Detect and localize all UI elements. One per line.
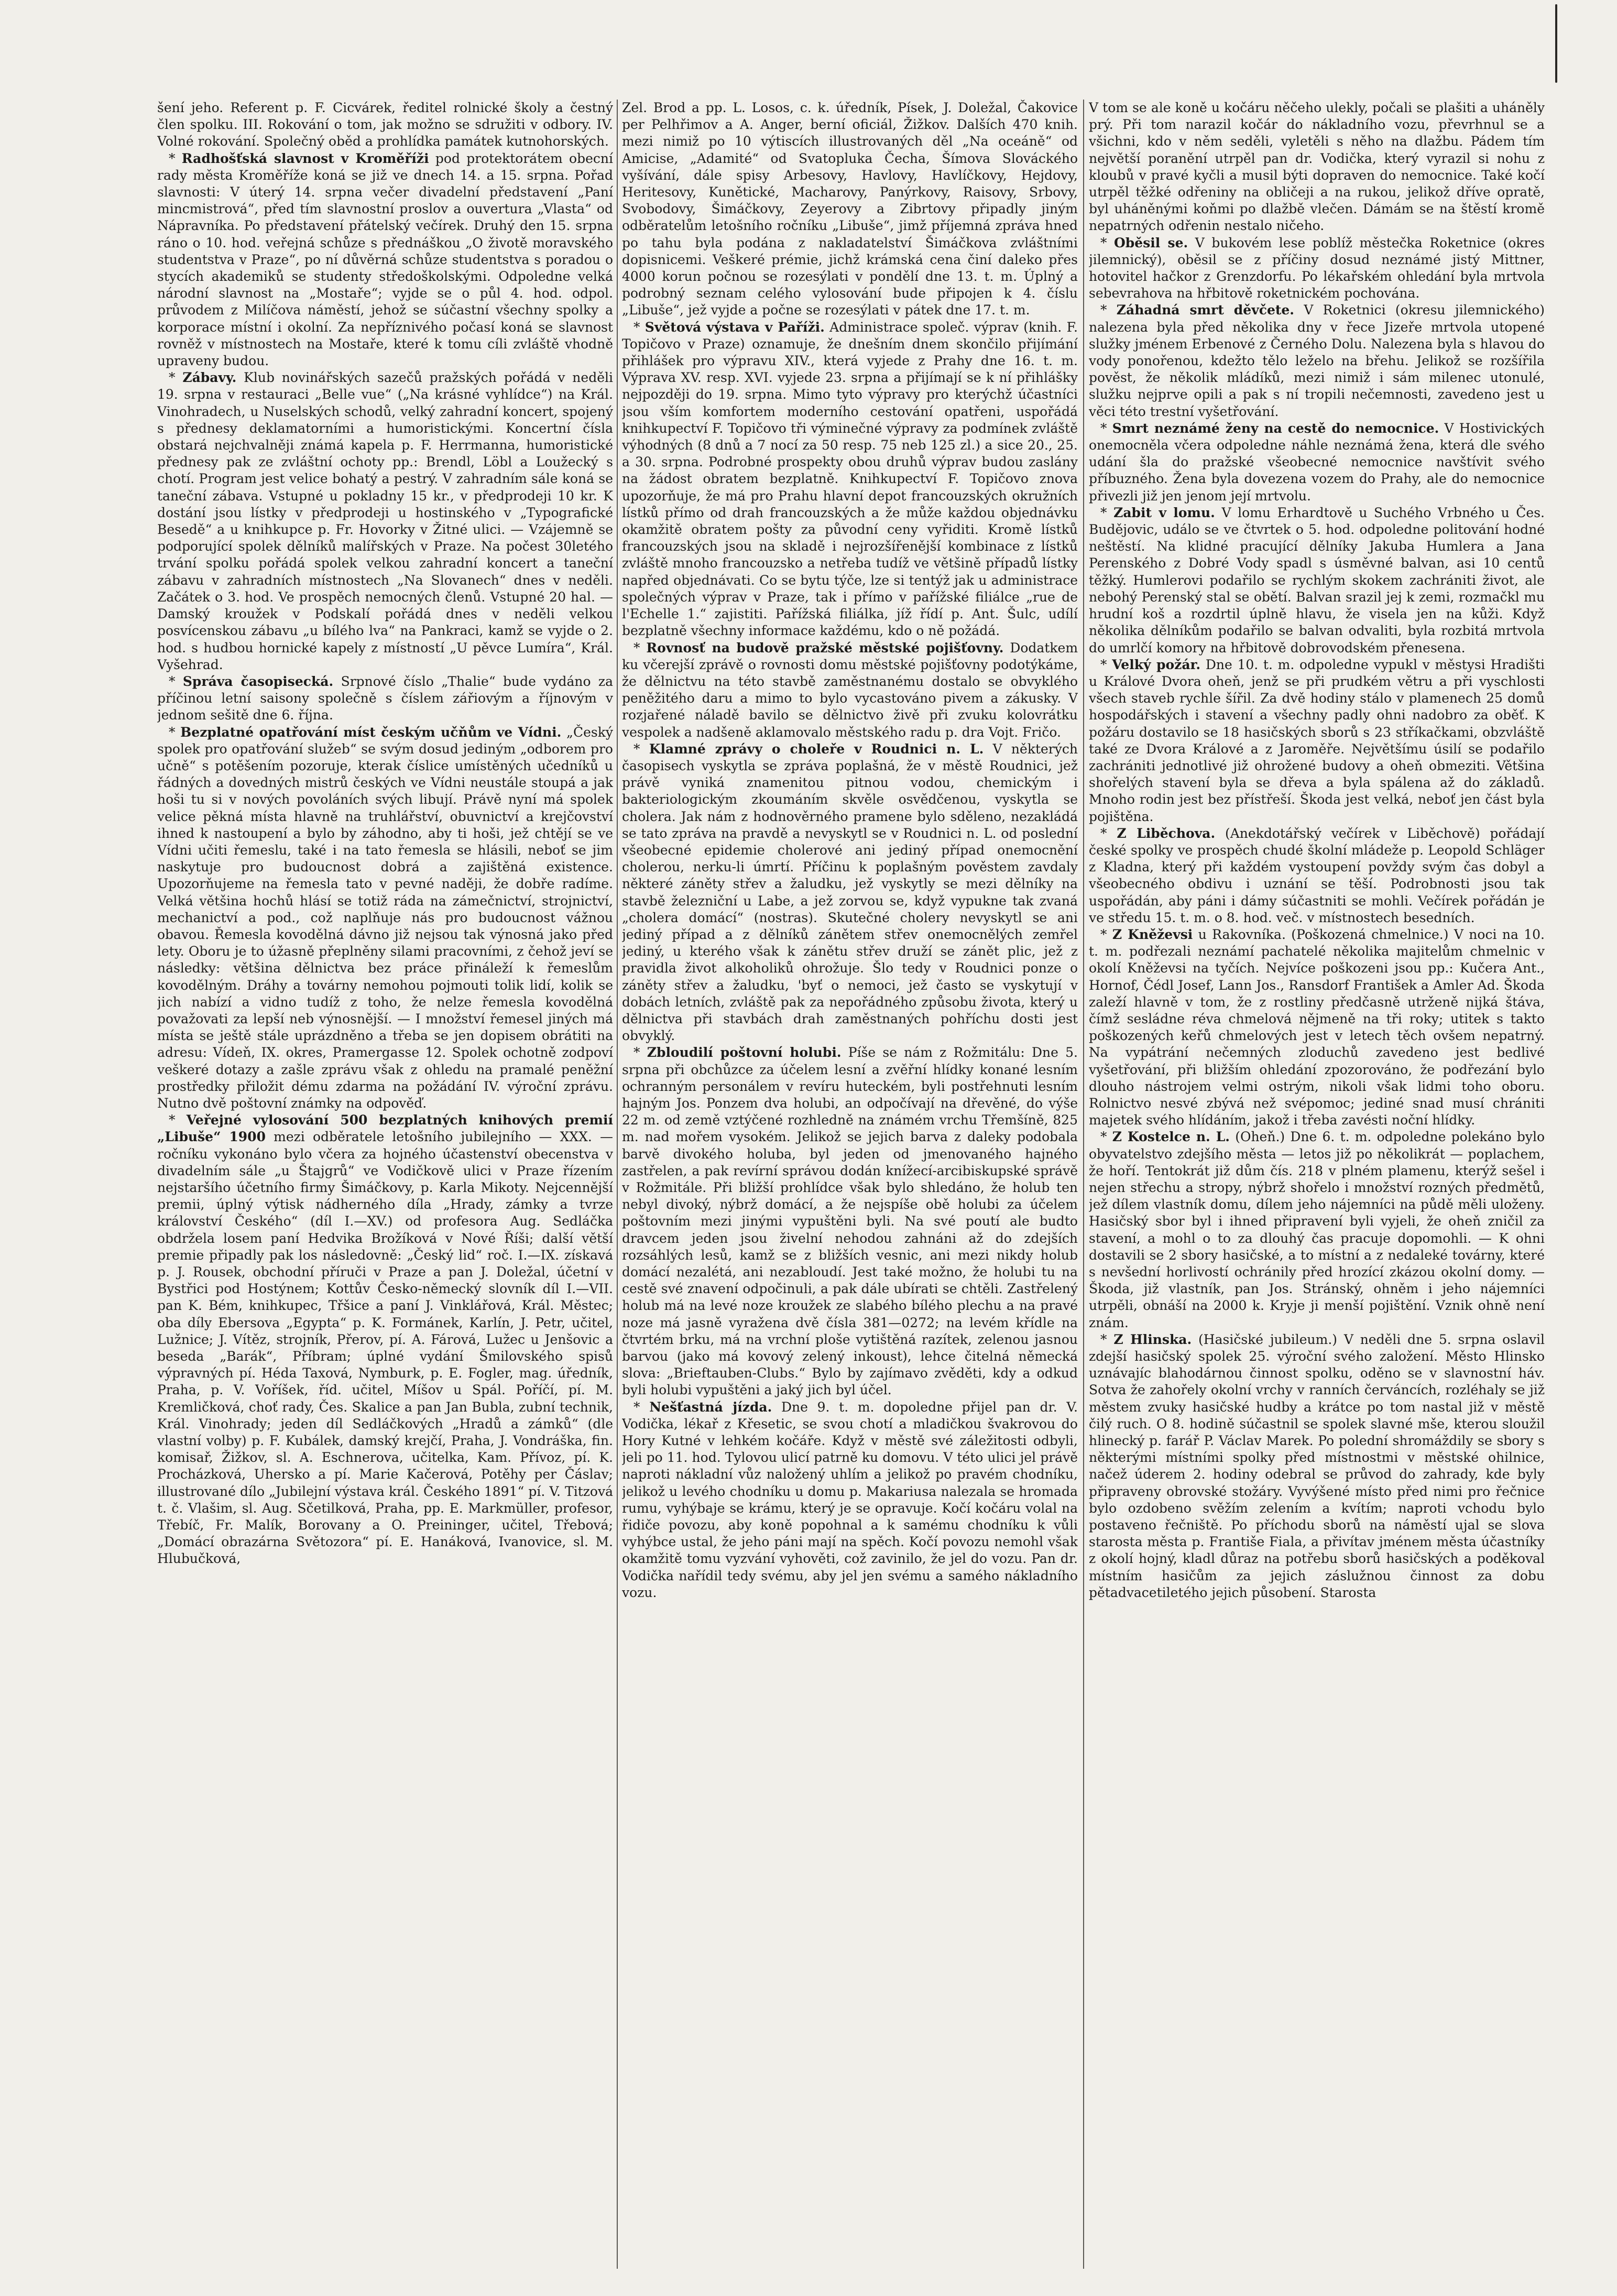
article-text: šení jeho. Referent p. F. Cicvárek, ředitel rolnické školy a čestný člen spolku. III. Rokování o tom, jak možno se sdružiti v odbory. IV. Volné rokování. Společný oběd a prohlídka památek kutnohorských. xyxy=(157,100,613,149)
article-paragraph xyxy=(157,369,613,673)
article-text: Srpnové číslo „Thalie“ bude vydáno za příčinou letní saisony společně s číslem zářiovým a říjnovým v jednom sešitě dne 6. října. xyxy=(157,673,613,723)
article-marker: * xyxy=(1100,420,1112,436)
article-headline: Zbloudilí poštovní holubi. xyxy=(647,1045,842,1060)
article-headline: Zabit v lomu. xyxy=(1113,505,1215,520)
article-marker: * xyxy=(1100,302,1117,318)
article-text: (Oheň.) Dne 6. t. m. odpoledne polekáno bylo obyvatelstvo zdejšího města — letos již po několikrát — poplachem, že hoří. Tentokrát již dům čís. 218 v plném plamenu, kterýž sešel i nejen střechu a stropy, nýbrž shořelo i množství rozných předmětů, jež dílem vlastník domu, dílem jeho nájemníci na půdě měli uloženy. Hasičský sbor byl i ihned připravení byli vyjeli, že oheň zničil za stavení, a mohl o to za dlouhý čas pracuje dopomohli. — K ohni dostavili se 2 sbory hasičské, a to místní a z nedaleké továrny, které s nevšední horlivostí ochránily před hrozící zkázou okolní domy. — Škoda, již vlastník, pan Jos. Stránský, ohněm i jeho nájemníci utrpěli, obnáší na 2000 k. Kryje ji menší pojištění. Vznik ohně není znám. xyxy=(1089,1129,1545,1330)
article-text: Klub novinářských sazečů pražských pořádá v neděli 19. srpna v restauraci „Belle vue“ („Na krásné vyhlídce“) na Král. Vinohradech, u Nuselských schodů, velký zahradní koncert, spojený s přednesy deklamatorními a humoristickými. Koncertní čísla obstará nejchvalněji známá kapela p. F. Herrmanna, humoristické přednesy pak ze zvláštní ochoty pp.: Brendl, Löbl a Loužecký s chotí. Program jest velice bohatý a pestrý. V zahradním sále koná se taneční zábava. Vstupné u pokladny 15 kr., v předprodeji 10 kr. K dostání jsou lístky v předprodeji u hostinského v „Typografické Besedě“ a u knihkupce p. Fr. Hovorky v Žitné ulici. — Vzájemně se podporující spolek dělníků malířských v Praze. Na počest 30letého trvání spolku pořádá spolek velkou zahradní koncert a taneční zábavu v zahradních místnostech „Na Slovanech“ dnes v neděli. Začátek o 3. hod. Ve prospěch nemocných členů. Vstupné 20 hal. — Damský kroužek v Podskalí pořádá dnes v neděli velkou posvícenskou zábavu „u bílého lva“ na Pankraci, kamž se vyjde o 2. hod. s hudbou hornické kapely z místností „U pěvce Lumíra“, Král. Vyšehrad. xyxy=(157,370,613,672)
column-3 xyxy=(1089,100,1545,2269)
article-paragraph xyxy=(1089,505,1545,657)
article-text: Dne 9. t. m. dopoledne přijel pan dr. V. Vodička, lékař z Křesetic, se svou chotí a mladičkou švakrovou do Hory Kutné v lehkém kočáře. Když v městě své záležitosti odbyli, jeli po 11. hod. Tylovou ulicí patrně ku domovu. V této ulici jel právě naproti nákladní vůz naložený uhlím a jelikož po pravém chodníku, jelikož u levého chodníku u domu p. Makariusa nalezala se hromada rumu, vyhýbaje se krámu, který je se opravuje. Kočí kočáru volal na řidiče povozu, aby koně popohnal a k samému chodníku k vůli vyhýbce ustal, že jeho páni mají na spěch. Kočí povozu nemohl však okamžitě tomu vyzvání vyhověti, což zavinilo, že jel do vozu. Pan dr. Vodička nařídil tedy svému, aby jel jen svému a samého nákladního vozu. xyxy=(622,1399,1078,1600)
article-paragraph xyxy=(157,724,613,1112)
article-paragraph xyxy=(157,150,613,370)
article-marker: * xyxy=(1100,926,1112,942)
column-2 xyxy=(622,100,1078,2269)
article-text: (Hasičské jubileum.) V neděli dne 5. srpna oslavil zdejší hasičský spolek 25. výroční svého založení. Město Hlinsko uznávajíc blahodárnou činnost spolku, oděno se v slavnostní háv. Sotva že zahořely okolní vrchy v ranních červáncích, rozléhaly se již městem zvuky hasičské hudby a krátce po tom nastal již v městě čilý ruch. O 8. hodině súčastnil se spolek slavné mše, kterou sloužil hlinecký p. farář P. Václav Marek. Po polední shromáždily se sbory s některými místními spolky před místnostmi v městské ohilnice, načež úderem 2. hodiny odebral se průvod do zahrady, kde byly připraveny obrovské stožáry. Vyvýšené místo před nimi pro řečnice bylo ozdobeno svěžím zelením a kvítím; naproti vchodu bylo postaveno řečniště. Po příchodu sborů na náměstí ujal se slova starosta města p. Františe Fiala, a přivítav jménem města účastníky z okolí hojný, kladl důraz na potřebu sborů hasičských a poděkoval místním hasičům za jejich záslužnou činnost za dobu pětadvacetiletého jejich působení. Starosta xyxy=(1089,1331,1545,1600)
article-marker: * xyxy=(633,741,649,757)
article-headline: Klamné zprávy o choleře v Roudnici n. L. xyxy=(649,741,984,757)
margin-ink-mark xyxy=(1555,4,1557,83)
article-headline: Z Hlinska. xyxy=(1113,1331,1192,1347)
article-text: Zel. Brod a pp. L. Losos, c. k. úředník, Písek, J. Doležal, Čakovice per Pelhřimov a A. Anger, berní oficiál, Žižkov. Dalších 470 knih. mezi nimiž po 10 výtiscích illustrovaných děl „Na oceáně“ od Amicise, „Adamité“ od Svatopluka Čecha, Šímova Slováckého vyšívání, dále spisy Arbesovy, Havlovy, Havlíčkovy, Hejdovy, Heritesovy, Kunětické, Macharovy, Panýrkovy, Raisovy, Srbovy, Svobodovy, Šimáčkovy, Zeyerovy a Zibrtovy připadly jiným odběratelům letošního ročníku „Libuše“, jimž příjemná zpráva hned po tahu byla podána z nakladatelství Šimáčkova zvláštními dopisnicemi. Veškeré prémie, jichž krámská cena činí daleko přes 4000 korun počnou se rozesýlati v pondělí dne 13. t. m. Úplný a podrobný seznam celého vylosování bude připojen k 4. číslu „Libuše“, jež vyjde a počne se rozesýlati v pátek dne 17. t. m. xyxy=(622,100,1078,318)
article-paragraph xyxy=(622,741,1078,1045)
article-headline: Záhadná smrt děvčete. xyxy=(1116,302,1295,318)
article-text: u Rakovníka. (Poškozená chmelnice.) V noci na 10. t. m. podřezali neznámí pachatelé několika majitelům chmelnic v okolí Kněževsi na tyčích. Nejvíce poškozeni jsou pp.: Kučera Ant., Hornof, Čédl Josef, Lann Jos., Ransdorf František a Amler Ad. Škoda zaleží hlavně v tom, že z rostliny předčasně utrženě nijká štáva, čímž sesládne réva chmelová nějmeně na tři roky; utitek s takto poškozených keřů chmelových jest v letech těch ovšem nepatrný. Na vypátrání nečemných zloduchů zavedeno jest bedlivé vyšetřování, při bližším ohledání zpozorováno, že podřezání bylo dlouho nástrojem velmi ostrým, nikoli však lidmi toho oboru. Rolnictvo nesvé zbývá než svépomoc; jediné snad musí chrániti majetek svého hlídáním, jakož i třeba zavésti noční hlídky. xyxy=(1089,926,1545,1128)
article-headline: Radhošťská slavnost v Kroměříži xyxy=(181,150,429,166)
article-text: Administrace společ. výprav (knih. F. Topičovo v Praze) oznamuje, že dnešním dnem skončilo přijímání přihlášek pro výpravu XIV., která vyjede z Prahy dne 16. t. m. Výprava XV. resp. XVI. vyjede 23. srpna a přijímají se k ní přihlášky nejpozději do 19. srpna. Mimo tyto výpravy pro kterýchž účastníci jsou vším komfortem moderního cestování opatřeni, uspořádá knihkupectví F. Topičovo tři výminečné výpravy za podmínek zvláště výhodných (8 dnů a 7 nocí za 50 resp. 75 neb 125 zl.) a sice 20., 25. a 30. srpna. Podrobné prospekty obou druhů výprav budou zaslány na žádost obratem bezplatně. Knihkupectví F. Topičovo znova upozorňuje, že má pro Prahu hlavní depot francouzských okružních lístků přímo od drah francouzských a že může každou objednávku okamžitě obratem pošty za původní ceny vyřiditi. Kromě lístků francouzských jsou na skladě i nejrozšířenější kombinace z lístků zvláště mnoho francouzsko a netřeba tudíž ve většině případů lístky napřed objednávati. Co se bytu týče, lze si tentýž jak u administrace společných výprav v Praze, tak i přímo v pařížské filiálce „rue de l'Echelle 1.“ zajistiti. Pařížská filiálka, jíž řídí p. Ant. Šulc, udílí bezplatně všechny informace každému, kdo o ně požádá. xyxy=(622,319,1078,639)
page-body xyxy=(157,100,1603,2269)
article-paragraph xyxy=(1089,1331,1545,1601)
column-rule xyxy=(617,100,618,2269)
article-marker: * xyxy=(169,724,181,740)
article-paragraph xyxy=(622,319,1078,640)
article-marker: * xyxy=(633,640,647,655)
article-text: pod protektorátem obecní rady města Kroměříže koná se již ve dnech 14. a 15. srpna. Pořad slavnosti: V úterý 14. srpna večer divadelní představení „Paní mincmistrová“, před tím slavnostní proslov a ouvertura „Vlasta“ od Nápravníka. Po představení přátelský večírek. Druhý den 15. srpna ráno o 10. hod. veřejná schůze s přednáškou „O životě moravského studentstva v Praze“, po ní důvěrná schůze studentstva s poradou o stycích akademiků se studenty středoškolskými. Odpoledne velká národní slavnost na „Mostaře“; vyjde se o půl 4. hod. odpol. průvodem z Milíčova náměstí, jehož se súčastní všechny spolky a korporace místní i okolní. Za nepříznivého počasí koná se slavnost rovněž v místnostech na Mostaře, které k tomu cíli zvláště vhodně upraveny budou. xyxy=(157,150,613,369)
article-marker: * xyxy=(169,1112,187,1128)
article-paragraph xyxy=(622,1044,1078,1398)
article-text: V Hostivických onemocněla včera odpoledne náhle neznámá žena, která dle svého udání šla do pražské všeobecné nemocnice navštívit svého příbuzného. Žena byla dovezena vozem do Prahy, ale do nemocnice přivezli již jen jenom její mrtvolu. xyxy=(1089,420,1545,504)
article-paragraph xyxy=(622,640,1078,741)
article-text: (Anekdotářský večírek v Liběchově) pořádají české spolky ve prospěch chudé školní mládeže p. Leopold Schläger z Kladna, který při každém vystoupení povždy svým čas dobyl a všeobecného obdivu i uznání se těší. Podrobnosti jsou tak uspořádán, aby páni i dámy súčastniti se mohli. Večírek pořádán je ve středu 15. t. m. o 8. hod. več. v místnostech besedních. xyxy=(1089,825,1545,925)
article-text: V lomu Erhardtově u Suchého Vrbného u Čes. Budějovic, událo se ve čtvrtek o 5. hod. odpoledne politování hodné neštěstí. Na klidné pracující dělníky Jakuba Humlera a Jana Perenského z Dobré Vody spadl s úsměvné balvan, asi 10 centů těžký. Humlerovi podařilo se rychlým skokem zachrániti život, ale nebohý Perenský stal se obětí. Balvan srazil jej k zemi, rozmačkl mu hrudní koš a rozdrtil úplně hlavu, že visela jen na kůži. Když několika dělníkům podařilo se balvan odvaliti, byla rozbitá mrtvola do umrlčí komory na hřbitově dobrovodském přenesena. xyxy=(1089,505,1545,655)
article-headline: Z Kostelce n. L. xyxy=(1112,1129,1230,1145)
article-headline: Z Liběchova. xyxy=(1117,825,1216,841)
article-paragraph xyxy=(1089,235,1545,302)
article-paragraph xyxy=(157,673,613,724)
article-text: V Roketnici (okresu jilemnického) nalezena byla před několika dny v řece Jizeře mrtvola utopené služky jménem Erbenové z Černého Dolu. Nalezena byla s hlavou do vody ponořenou, kdežto tělo leželo na břehu. Jelikož se rozšířila pověst, že několik mládíků, mezi nimiž i sám milenec utonulé, služku nejprve opili a pak s ní tropili nečemnosti, zavedeno jest u věci této trestní vyšetřování. xyxy=(1089,302,1545,419)
article-headline: Z Kněževsi xyxy=(1112,926,1193,942)
article-marker: * xyxy=(1100,657,1112,672)
article-paragraph xyxy=(622,1399,1078,1601)
article-paragraph xyxy=(1089,657,1545,825)
article-continuation xyxy=(157,100,613,150)
article-continuation xyxy=(1089,100,1545,235)
article-paragraph xyxy=(1089,1129,1545,1331)
article-marker: * xyxy=(1100,1331,1114,1347)
article-marker: * xyxy=(633,1045,647,1060)
article-text: Dodatkem ku včerejší zprávě o rovnosti domu městské pojišťovny podotýkáme, že dělnictvu na této stavbě zaměstnanému dostalo se obvyklého peněžitého daru a mimo to bylo vycastováno pivem a zákusky. V rozjařené náladě bavilo se dělnictvo živě při zvuku kolovrátku vespolek a nadšeně aklamovalo městského radu p. dra Vojt. Fričo. xyxy=(622,640,1078,740)
article-marker: * xyxy=(1100,1129,1112,1145)
column-1 xyxy=(157,100,613,2269)
article-marker: * xyxy=(1100,505,1114,520)
article-headline: Veřejné vylosování 500 bezplatných knihových premií „Libuše“ 1900 xyxy=(157,1112,613,1145)
article-text: „Český spolek pro opatřování služeb“ se svým dosud jediným „odborem pro učně“ s potěšením pozoruje, kterak číslice umístěných učedníků u řádných a dovedných mistrů českých ve Vídni neustále stoupá a jak hoši tu si v nových povoláních svých libují. Právě nyní má spolek velice pěkná místa hlavně na truhlářství, obuvnictví a krejčovství ihned k nastoupení a bylo by záhodno, aby ti hoši, jež chtějí se ve Vídni učiti řemeslu, také i na tato řemesla se hlásili, neboť se jim naskytuje pro budoucnost dobrá a zajištěná existence. Upozorňujeme na řemesla tato v pevné naději, že dobře radíme. Velká většina hochů hlásí se totiž ráda na zámečnictví, strojnictví, mechanictví a pod., což naplňuje nás pro budoucnost vážnou obavou. Řemesla kovodělná dávno již nejsou tak výnosná jako před lety. Oboru je to úžasně přeplněny silami pracovními, z čehož jeví se následky: většina dělnictva bez práce přináleží k řemeslům kovodělným. Dráhy a továrny nemohou pojmouti tolik lidí, kolik se jich nabízí a vidno tudíž z toho, že nelze řemesla kovodělná považovati za lepší neb výnosnější. — I množství řemesel jiných má místa se ještě stále uprázdněno a třeba se jen dopisem obrátiti na adresu: Vídeň, IX. okres, Pramergasse 12. Spolek ochotně zodpoví veškeré dotazy a zašle zprávu však z ohledu na pramalé peněžní prostředky přiložit dému zdarma na požádání IV. výroční zprávu. Nutno dvě poštovní známky na odpověď. xyxy=(157,724,613,1111)
article-marker: * xyxy=(169,673,183,689)
article-headline: Světová výstava v Paříži. xyxy=(644,319,825,335)
article-paragraph xyxy=(1089,302,1545,420)
article-headline: Smrt neznámé ženy na cestě do nemocnice. xyxy=(1112,420,1439,436)
article-text: Dne 10. t. m. odpoledne vypukl v městysi Hradišti u Králové Dvora oheň, jenž se při prudkém větru a při vyschlosti všech staveb rychle šířil. Za dvě hodiny stálo v plamenech 25 domů hospodářských i stavení a všechny padly ohni nadobro za oběť. K požáru dostavilo se 18 hasičských sborů s 23 stříkačkami, obzvláště také ze Dvora Králové a z Jaroměře. Největšímu úsilí se podařilo zachrániti jednotlivé již ohrožené budovy a oheň obmeziti. Většina shořelých stavení byla se dřeva a byla spálena až do základů. Mnoho rodin jest bez přístřeší. Škoda jest velká, neboť jen část byla pojištěna. xyxy=(1089,657,1545,824)
article-headline: Rovnosť na budově pražské městské pojišťovny. xyxy=(646,640,1004,655)
article-marker: * xyxy=(1100,235,1115,250)
article-paragraph xyxy=(1089,825,1545,926)
article-marker: * xyxy=(1100,825,1117,841)
article-marker: * xyxy=(169,370,183,386)
article-text: V bukovém lese poblíž městečka Roketnice (okres jilemnický), oběsil se z příčiny dosud neznámé jistý Mittner, hotovitel hačkor z Grenzdorfu. Po lékařském ohledání byla mrtvola sebevrahova na hřbitově roketnickém pochována. xyxy=(1089,235,1545,301)
article-headline: Nešťastná jízda. xyxy=(649,1399,772,1415)
article-headline: Oběsil se. xyxy=(1114,235,1188,250)
article-headline: Bezplatné opatřování míst českým učňům ve Vídni. xyxy=(180,724,562,740)
article-headline: Zábavy. xyxy=(182,370,237,386)
article-headline: Velký požár. xyxy=(1112,657,1201,672)
article-paragraph xyxy=(157,1112,613,1567)
article-marker: * xyxy=(633,319,645,335)
article-text: V některých časopisech vyskytla se zpráva poplašná, že v městě Roudnici, jež právě vyniká znamenitou pitnou vodou, chemickým i bakteriologickým zkoumáním skvěle osvědčenou, vyskytla se cholera. Jak nám z hodnověrného pramene bylo sděleno, nezakládá se tato zpráva na pravdě a nevyskytl se v Roudnici n. L. od poslední všeobecné epidemie cholerové ani jediný případ onemocnění cholerou, nerku-li úmrtí. Příčinu k poplašným pověstem zavdaly některé záněty střev a žaludku, jež vyskytly se mezi dělníky na stavbě železniční u Labe, a jež zorvou se, když vypukne tak zvaná „cholera domácí“ (nostras). Skutečné cholery nevyskytl se ani jediný případ a z dělníků zánětem střev onemocnělých zemřel jediný, u kterého však k zánětu střev druží se zánět plic, jež z pravidla život alkoholiků ohrožuje. Šlo tedy v Roudnici ponze o záněty střev a žaludku, 'byť o nemoci, jež často se vyskytují v dobách letních, zvláště pak za nepořádného způsobu života, který u dělnictva při stavbách drah zaměstnaných pohříchu dosti jest obvyklý. xyxy=(622,741,1078,1044)
article-continuation xyxy=(622,100,1078,319)
article-paragraph xyxy=(1089,420,1545,505)
article-paragraph xyxy=(1089,926,1545,1129)
article-text: V tom se ale koně u kočáru něčeho ulekly, počali se plašiti a uháněly prý. Při tom narazil kočár do nákladního vozu, převrhnul se a všichni, kdo v něm seděli, vyletěli s něho na dlažbu. Pádem tím největší poranění utrpěl pan dr. Vodička, který vyrazil si nohu z kloubů v pravé kyčli a musil býti dopraven do nemocnice. Také kočí utrpěl těžké odřeniny na obličeji a na rukou, jelikož dříve opratě, byl uháněnými koňmi po dlažbě vlečen. Dámám se na štěstí kromě nepatrných odřenin nestalo ničeho. xyxy=(1089,100,1545,234)
article-marker: * xyxy=(633,1399,650,1415)
article-text: mezi odběratele letošního jubilejního — XXX. — ročníku vykonáno bylo včera za hojného účastenství obecenstva v divadelním sále „u Štajgrů“ ve Vodičkově ulici v Praze řízením nejstaršího účetního firmy Šimáčkovy, p. Karla Mikoty. Nejcennější premii, úplný výtisk nádherného díla „Hrady, zámky a tvrze království Českého“ (díl I.—XV.) od profesora Aug. Sedláčka obdržela losem paní Hedvika Brožíková v Nové Říši; další větší premie připadly pak los následovně: „Český lid“ roč. I.—IX. získavá p. J. Rousek, obchodní příruči v Praze a pan J. Doležal, účetní v Bystřici pod Hostýnem; Kottův Česko-německý slovník díl I.—VII. pan K. Bém, knihkupec, Třšice a paní J. Vinklářová, Král. Městec; oba díly Ebersova „Egypta“ p. K. Formánek, Karlín, J. Petr, učitel, Lužnice; J. Vítěz, strojník, Přerov, pí. A. Fárová, Lužec u Jenšovic a beseda „Barák“, Příbram; úplné vydání Šmilovského spisů výpravných pí. Héda Taxová, Nymburk, p. E. Fogler, mag. úředník, Praha, p. V. Voříšek, říd. učitel, Míšov u Spál. Poříčí, pí. M. Kremličková, choť rady, Čes. Skalice a pan Jan Bubla, zubní technik, Král. Vinohrady; jeden díl Sedláčkových „Hradů a zámků“ (dle vlastní volby) p. F. Kubálek, damský krejčí, Praha, J. Vondráška, fin. komisař, Žižkov, sl. A. Eschnerova, učitelka, Kam. Přívoz, pí. K. Procházková, Uhersko a pí. Marie Kačerová, Potěhy per Čáslav; illustrované dílo „Jubilejní výstava král. Českého 1891“ pí. V. Titzová t. č. Vlašim, sl. Aug. Sčetilková, Praha, pp. E. Markmüller, profesor, Třebíč, Fr. Malík, Borovany a O. Preininger, učitel, Třebová; „Domácí obrazárna Světozora“ pí. E. Hanáková, Ivanovice, sl. M. Hlubučková, xyxy=(157,1129,613,1567)
article-marker: * xyxy=(169,150,182,166)
article-headline: Správa časopisecká. xyxy=(182,673,334,689)
article-text: Píše se nám z Rožmitálu: Dne 5. srpna při obchůzce za účelem lesní a zvěřní hlídky konané lesním ochranným personálem v revíru huteckém, byli postřehnuti lesním hajným Jos. Ponzem dva holubi, an odpočívají na dřevěné, do výše 22 m. od země vztýčené rozhledně na známém vrchu Třemšíně, 825 m. nad mořem vysokém. Jelikož se jejich barva z daleky podobala barvě divokého holuba, byl jeden od jmenovaného hajného zastřelen, a pak revírní správou dodán knížecí-arcibiskupské správě v Rožmitále. Při bližší prohlídce však bylo shledáno, že holub ten nebyl divoký, nýbrž domácí, a že nejspíše obě holubi za účelem poštovním mezi jinými vypuštěni byli. Na své poutí ale budto dravcem jeden jsou živelní nehodou zahnáni až do zdejších rozsáhlých lesů, kamž se z bližších vesnic, ani mezi nikdy holub domácí nezalétá, ani nezabloudí. Jest také možno, že holubi tu na cestě své znavení odpočinuli, a pak dále ubírati se chtěli. Zastřelený holub má na levé noze kroužek ze slabého bílého plechu a na pravé noze má jasně vyražena dvě čísla 381—0272; na levém křídle na čtvrtém brku, má na vrchní ploše vytištěná razítek, zelenou jasnou barvou (jako má kovový zelený inkoust), lehce čitelná německá slova: „Brieftauben-Clubs.“ Bylo by zajímavo zvěděti, kdy a odkud byli holubi vypuštěni a jaký jich byl účel. xyxy=(622,1045,1078,1398)
column-rule xyxy=(1083,100,1084,2269)
